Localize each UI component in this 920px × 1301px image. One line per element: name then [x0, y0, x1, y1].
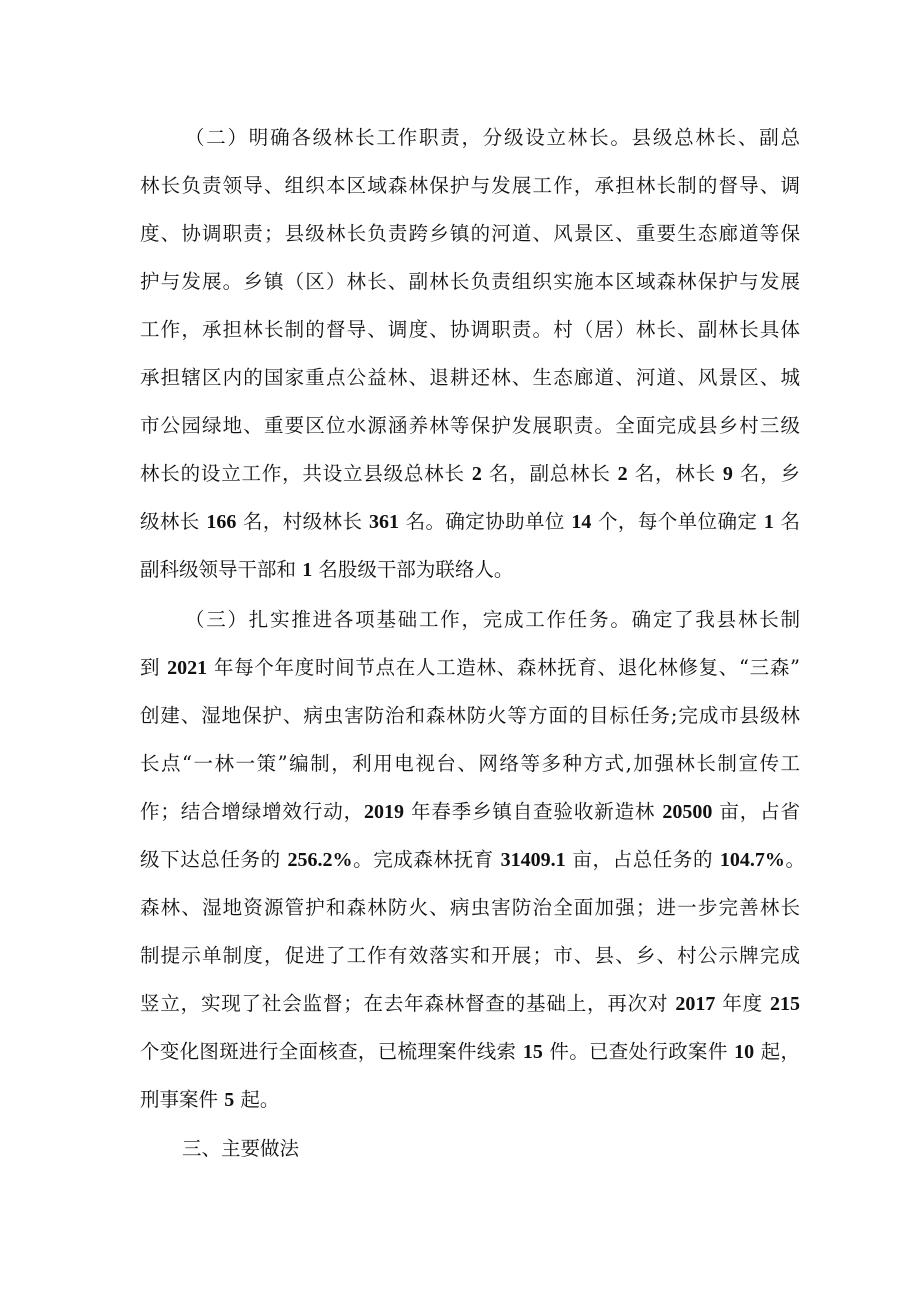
paragraph-line: 作；结合增绿增效行动，2019 年春季乡镇自查验收新造林 20500 亩，占省 — [140, 800, 800, 823]
paragraph-line: （三）扎实推进各项基础工作，完成工作任务。确定了我县林长制 — [185, 608, 800, 631]
paragraph-line: 个变化图斑进行全面核查，已梳理案件线索 15 件。已查处行政案件 10 起， — [140, 1040, 800, 1063]
paragraph-line: 创建、湿地保护、病虫害防治和森林防火等方面的目标任务;完成市县级林 — [140, 704, 800, 727]
paragraph-line: 护与发展。乡镇（区）林长、副林长负责组织实施本区域森林保护与发展 — [140, 270, 800, 293]
paragraph-line: 承担辖区内的国家重点公益林、退耕还林、生态廊道、河道、风景区、城 — [140, 366, 800, 389]
paragraph-line: 竖立，实现了社会监督；在去年森林督查的基础上，再次对 2017 年度 215 — [140, 992, 800, 1015]
section-heading: 三、主要做法 — [182, 1137, 300, 1160]
paragraph-line: 级下达总任务的 256.2%。完成森林抚育 31409.1 亩，占总任务的 104.7%。 — [140, 848, 805, 871]
paragraph-line: 制提示单制度，促进了工作有效落实和开展；市、县、乡、村公示牌完成 — [140, 944, 800, 967]
paragraph-line: 森林、湿地资源管护和森林防火、病虫害防治全面加强；进一步完善林长 — [140, 896, 800, 919]
paragraph-line: 刑事案件 5 起。 — [140, 1088, 280, 1111]
paragraph-line: 副科级领导干部和 1 名股级干部为联络人。 — [140, 558, 514, 581]
paragraph-line: 级林长 166 名，村级林长 361 名。确定协助单位 14 个，每个单位确定 1 名 — [140, 510, 800, 533]
paragraph-line: （二）明确各级林长工作职责，分级设立林长。县级总林长、副总 — [185, 126, 800, 149]
paragraph-line: 市公园绿地、重要区位水源涵养林等保护发展职责。全面完成县乡村三级 — [140, 414, 800, 437]
paragraph-line: 林长的设立工作，共设立县级总林长 2 名，副总林长 2 名，林长 9 名，乡 — [140, 462, 800, 485]
paragraph-line: 长点“一林一策”编制，利用电视台、网络等多种方式,加强林长制宣传工 — [140, 752, 800, 775]
paragraph-line: 到 2021 年每个年度时间节点在人工造林、森林抚育、退化林修复、“三森” — [140, 656, 800, 679]
paragraph-line: 度、协调职责；县级林长负责跨乡镇的河道、风景区、重要生态廊道等保 — [140, 222, 800, 245]
paragraph-line: 工作，承担林长制的督导、调度、协调职责。村（居）林长、副林长具体 — [140, 318, 800, 341]
paragraph-line: 林长负责领导、组织本区域森林保护与发展工作，承担林长制的督导、调 — [140, 174, 800, 197]
